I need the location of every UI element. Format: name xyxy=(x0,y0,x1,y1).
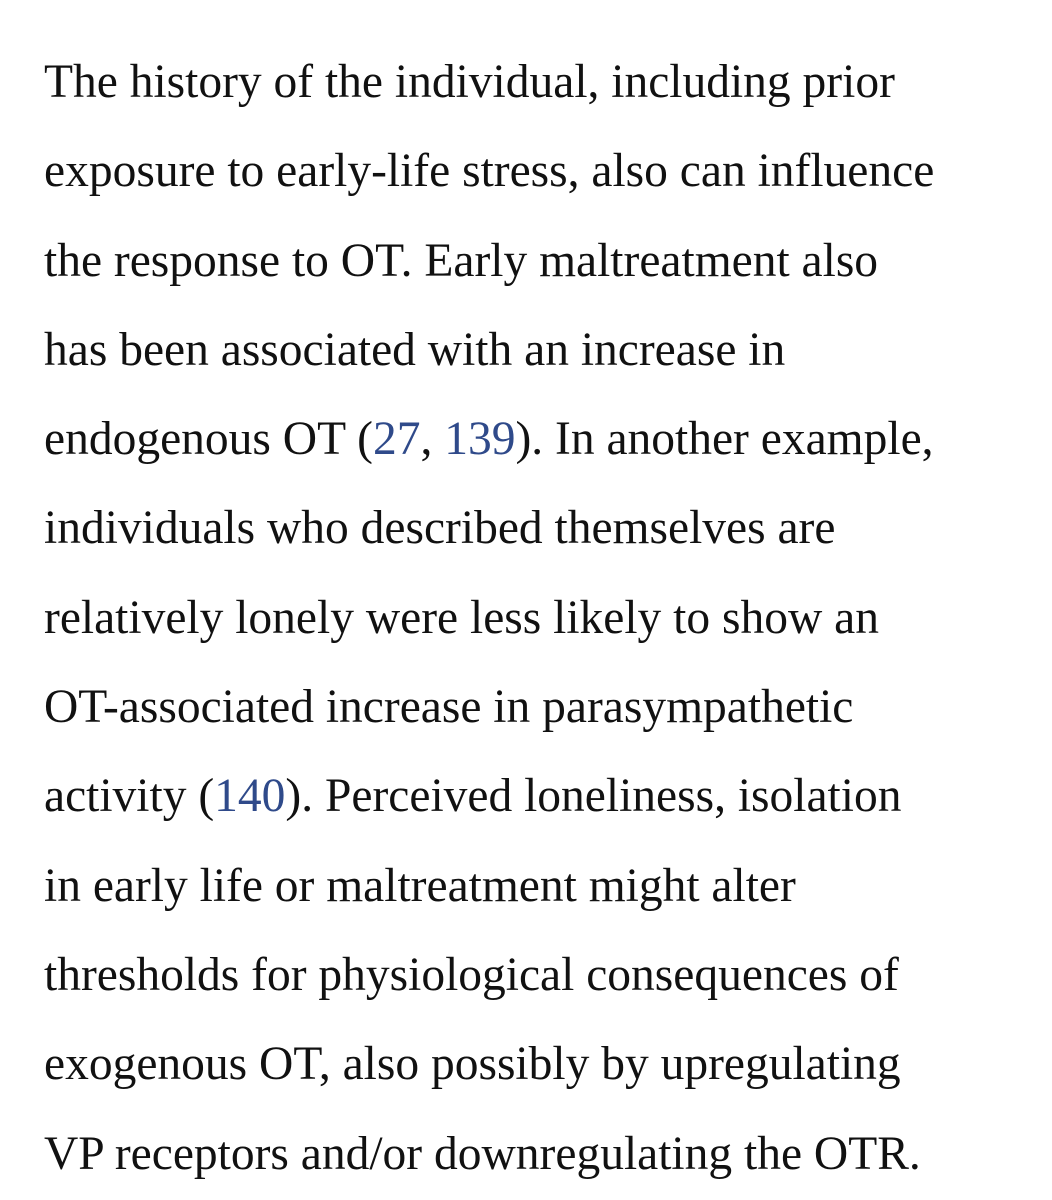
text-segment: ). In another example, xyxy=(515,413,934,466)
reference-link-139[interactable]: 139 xyxy=(444,413,516,466)
reference-link-140[interactable]: 140 xyxy=(214,770,286,823)
reference-link-27[interactable]: 27 xyxy=(372,413,421,466)
text-line: individuals who described themselves are xyxy=(44,502,836,555)
text-line: OT-associated increase in parasympathetic xyxy=(44,681,854,734)
text-line: the response to OT. Early maltreatment also xyxy=(44,234,879,287)
text-segment: , xyxy=(420,413,445,466)
text-line xyxy=(44,752,1044,841)
text-line xyxy=(44,395,1044,484)
article-paragraph xyxy=(44,38,1044,1199)
text-line: in early life or maltreatment might alter xyxy=(44,859,796,912)
text-segment: ). Perceived loneliness, isolation xyxy=(285,770,902,823)
text-line: thresholds for physiological consequences of xyxy=(44,948,899,1001)
text-line: exogenous OT, also possibly by upregulating xyxy=(44,1038,901,1091)
text-line: relatively lonely were less likely to show an xyxy=(44,591,879,644)
text-segment: endogenous OT ( xyxy=(44,413,373,466)
text-line: VP receptors and/or downregulating the OTR. xyxy=(44,1127,921,1180)
text-line: The history of the individual, including prior xyxy=(44,56,895,108)
text-line: has been associated with an increase in xyxy=(44,323,786,376)
text-segment: activity ( xyxy=(44,770,215,823)
text-line: exposure to early-life stress, also can influence xyxy=(44,145,935,198)
